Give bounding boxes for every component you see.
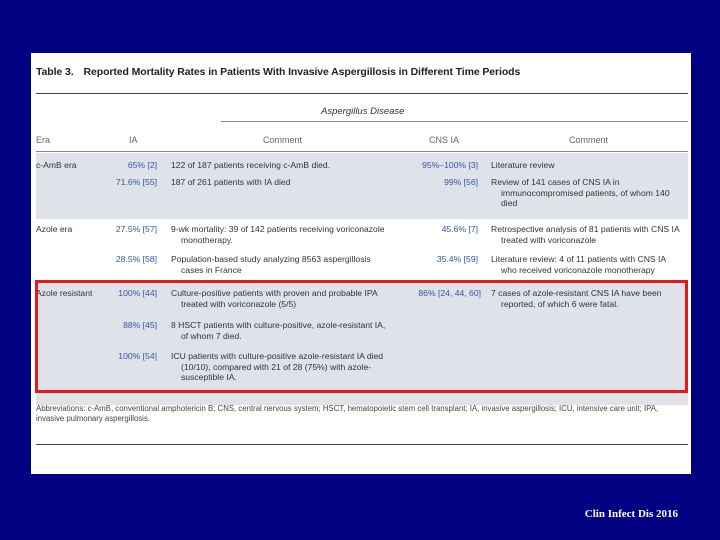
row2-comment1-line1: 9-wk mortality: 39 of 142 patients receiving voriconazole — [171, 224, 385, 234]
row3-cns-ia: 35.4% [59] — [436, 254, 478, 264]
row1-cns-ia: 99% [56] — [444, 177, 478, 187]
row1-comment1 — [171, 177, 406, 188]
highlight-box — [35, 280, 688, 393]
row2-comment2 — [491, 224, 691, 245]
row2-comment1-line2: monotherapy. — [181, 234, 233, 245]
row2-comment1 — [171, 224, 406, 245]
bottom-rule — [36, 444, 688, 445]
row6-comment1-line2: (10/10), compared with 21 of 28 (75%) with azole- — [181, 361, 372, 372]
group-rule — [221, 121, 688, 122]
row4-comment2-line1: 7 cases of azole-resistant CNS IA have been — [491, 288, 662, 298]
row1-comment2-line2: immunocompromised patients, of whom 140 — [501, 187, 670, 198]
col-head-ia: IA — [129, 135, 138, 145]
row1-comment2 — [491, 177, 691, 209]
row0-comment2 — [491, 160, 691, 171]
table-number: Table 3. — [36, 66, 74, 78]
row3-comment1-line1: Population-based study analyzing 8563 aspergillosis — [171, 254, 371, 264]
row3-comment1 — [171, 254, 406, 275]
row4-comment1-line2: treated with voriconazole (5/5) — [181, 298, 297, 309]
row3-comment2 — [491, 254, 691, 275]
header-rule — [36, 151, 688, 152]
row4-era: Azole resistant — [36, 288, 93, 298]
col-head-comment2: Comment — [569, 135, 609, 145]
abbreviations-note: Abbreviations: c-AmB, conventional amphotericin B; CNS, central nervous system; HSCT, hematopoietic stem cell transplant; IA, invasive aspergillosis; ICU, intensive care unit; IPA, invasive pulmonary aspergillosis. — [36, 404, 659, 423]
row1-comment2-line3: died — [501, 198, 518, 208]
col-head-comment1: Comment — [263, 135, 303, 145]
row0-comment1 — [171, 160, 406, 171]
row1-comment2-line1: Review of 141 cases of CNS IA in — [491, 177, 620, 187]
col-head-cns-ia: CNS IA — [429, 135, 460, 145]
row0-era: c-AmB era — [36, 160, 77, 170]
row4-comment1-line1: Culture-positive patients with proven and probable IPA — [171, 288, 378, 298]
citation: Clin Infect Dis 2016 — [584, 508, 678, 520]
row5-ia: 88% [45] — [123, 320, 157, 330]
top-rule — [36, 93, 688, 94]
row6-ia: 100% [54] — [118, 351, 157, 361]
row5-comment1-line2: of whom 7 died. — [181, 330, 242, 341]
row1-comment1-line1: 187 of 261 patients with IA died — [171, 177, 291, 187]
row4-cns-ia: 86% [24, 44, 60] — [418, 288, 481, 298]
row0-cns-ia: 95%–100% [3] — [422, 160, 478, 170]
row1-ia: 71.6% [55] — [115, 177, 157, 187]
row6-comment1-line1: ICU patients with culture-positive azole-resistant IA died — [171, 351, 384, 361]
row5-comment1-line1: 8 HSCT patients with culture-positive, azole-resistant IA, — [171, 320, 386, 330]
table-panel — [31, 53, 691, 474]
row2-ia: 27.5% [57] — [115, 224, 157, 234]
row0-ia: 65% [2] — [127, 160, 157, 170]
row2-era: Azole era — [36, 224, 73, 234]
col-head-era: Era — [36, 135, 51, 145]
table-title — [36, 66, 520, 78]
row3-comment2-line1: Literature review: 4 of 11 patients with CNS IA — [491, 254, 667, 264]
group-header-text: Aspergillus Disease — [321, 106, 405, 117]
row2-cns-ia: 45.6% [7] — [441, 224, 478, 234]
row4-comment2-line2: reported, of which 6 were fatal. — [501, 298, 619, 309]
table-title-text: Reported Mortality Rates in Patients With Invasive Aspergillosis in Different Time Periods — [83, 66, 521, 78]
row2-comment2-line2: treated with voriconazole — [501, 234, 597, 245]
row3-ia: 28.5% [58] — [115, 254, 157, 264]
row3-comment1-line2: cases in France — [181, 264, 242, 275]
row0-comment2-line1: Literature review — [491, 160, 555, 170]
row6-comment1-line3: susceptible IA. — [181, 372, 237, 382]
row0-comment1-line1: 122 of 187 patients receiving c-AmB died. — [171, 160, 331, 170]
row3-comment2-line2: who received voriconazole monotherapy — [501, 264, 655, 275]
row4-ia: 100% [44] — [118, 288, 157, 298]
row2-comment2-line1: Retrospective analysis of 81 patients with CNS IA — [491, 224, 680, 234]
